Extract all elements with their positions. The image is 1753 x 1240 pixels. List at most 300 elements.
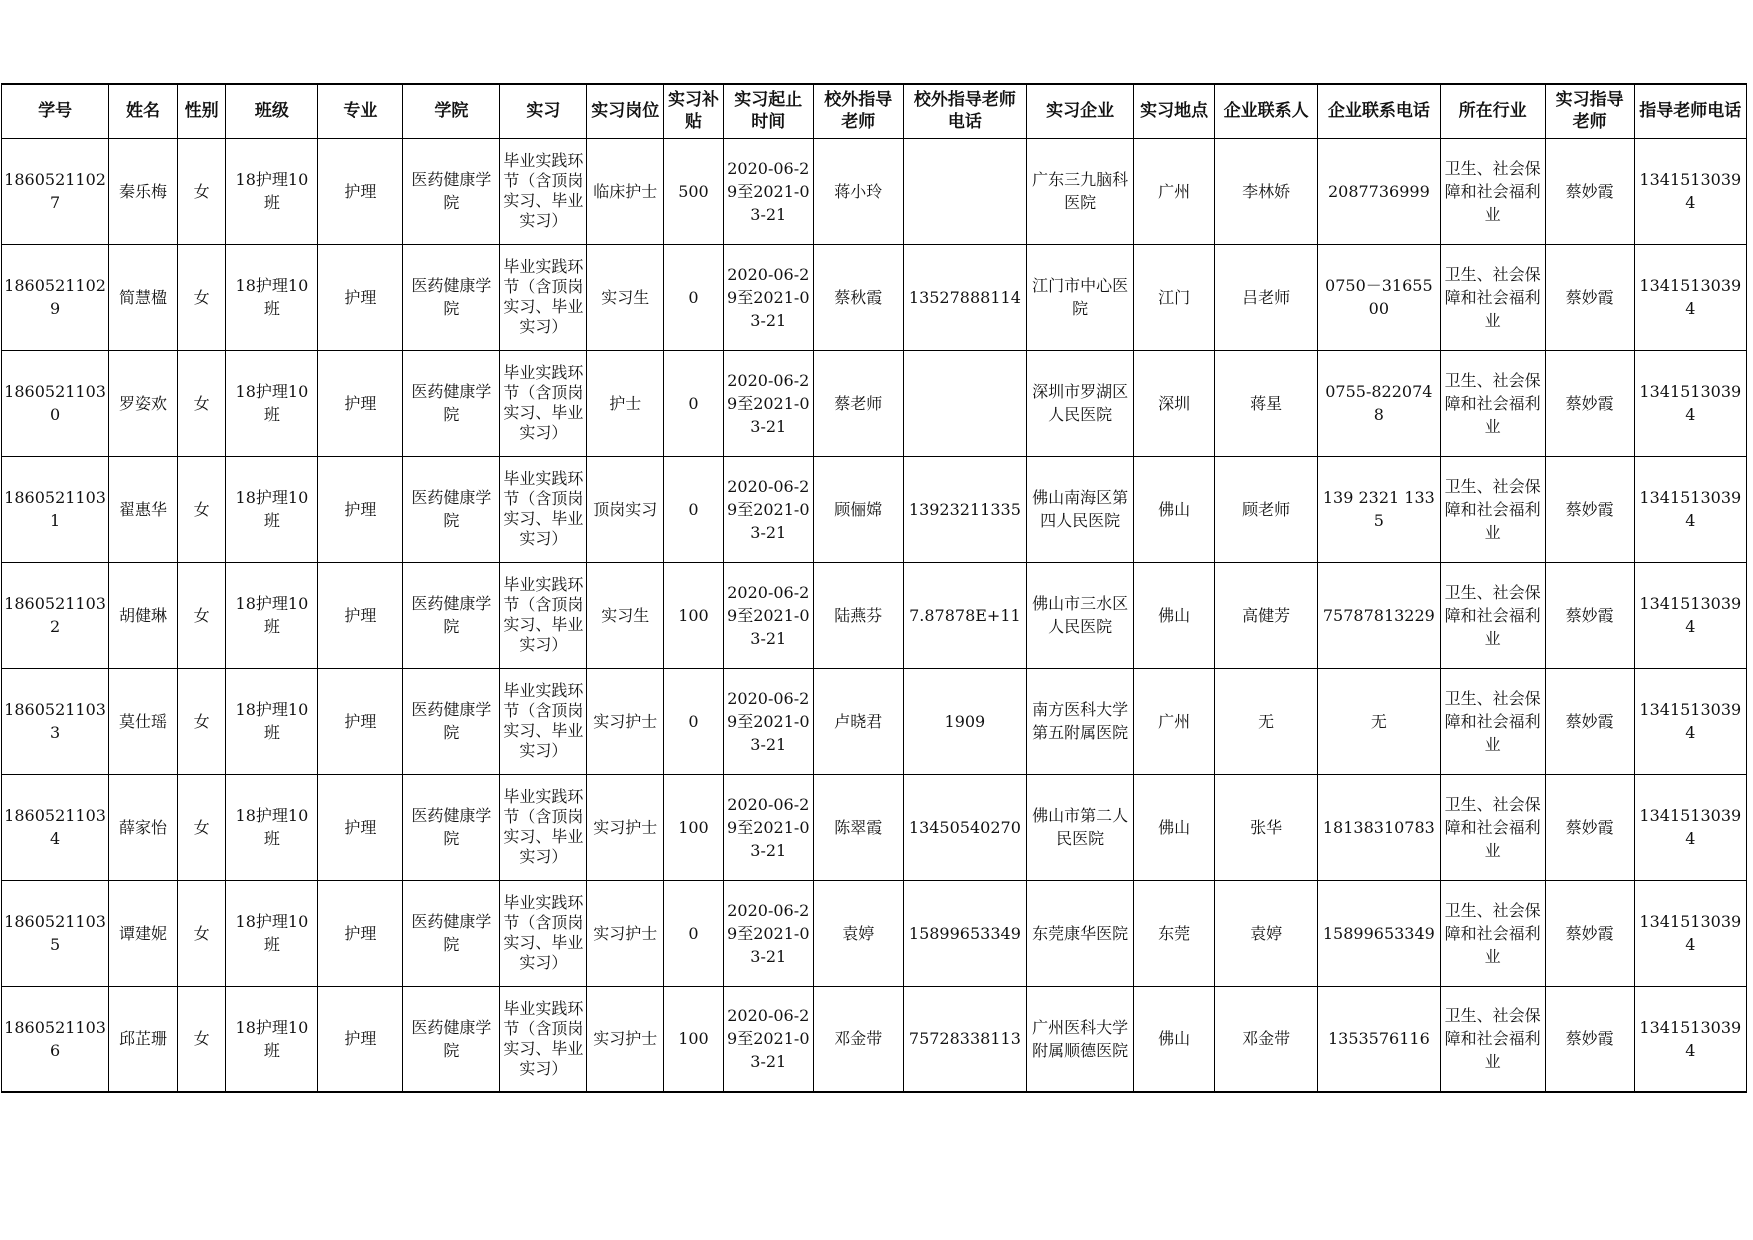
- cell-company-contact: [1215, 774, 1318, 880]
- cell-internship-location: [1134, 456, 1215, 562]
- cell-text: 高健芳: [1242, 605, 1291, 625]
- cell-internship-allowance: [664, 774, 724, 880]
- column-header-major: 专业: [318, 84, 403, 138]
- cell-text: 100: [678, 1029, 709, 1049]
- cell-text: 18605211030: [4, 382, 106, 424]
- cell-company-contact: [1215, 668, 1318, 774]
- cell-student-id: [2, 562, 109, 668]
- cell-text: 18605211032: [4, 594, 106, 636]
- cell-text: 18护理10班: [235, 700, 309, 742]
- cell-text: 卫生、社会保障和社会福利业: [1444, 1006, 1541, 1072]
- cell-text: 东莞: [1158, 923, 1191, 943]
- cell-internship-period: [723, 668, 813, 774]
- cell-class: [226, 668, 318, 774]
- column-header-internship-period: 实习起止时间: [723, 84, 813, 138]
- cell-text: 深圳市罗湖区人民医院: [1032, 382, 1129, 424]
- cell-text: 18605211029: [4, 276, 106, 318]
- cell-text: 2020-06-29至2021-03-21: [727, 794, 810, 860]
- cell-text: 18护理10班: [235, 806, 309, 848]
- cell-internship-type: [500, 774, 587, 880]
- cell-class: [226, 350, 318, 456]
- cell-text: 蒋小玲: [834, 181, 883, 201]
- cell-internship-position: [587, 138, 664, 244]
- cell-external-advisor-phone: [903, 562, 1026, 668]
- cell-text: 18605211036: [4, 1017, 106, 1060]
- cell-internship-company: [1027, 350, 1134, 456]
- cell-company-contact: [1215, 562, 1318, 668]
- cell-internship-location: [1134, 562, 1215, 668]
- cell-external-advisor: [813, 774, 903, 880]
- cell-text: 医药健康学院: [411, 170, 492, 212]
- cell-industry: [1440, 880, 1545, 986]
- cell-text: 卫生、社会保障和社会福利业: [1444, 476, 1541, 542]
- cell-major: [318, 138, 403, 244]
- column-header-internship-location: 实习地点: [1134, 84, 1215, 138]
- cell-external-advisor: [813, 562, 903, 668]
- cell-major: [318, 880, 403, 986]
- cell-text: 护理: [344, 1029, 377, 1049]
- cell-text: 护理: [344, 393, 377, 413]
- cell-text: 女: [193, 287, 210, 307]
- cell-college: [403, 244, 500, 350]
- cell-major: [318, 456, 403, 562]
- cell-industry: [1440, 244, 1545, 350]
- cell-internship-allowance: [664, 986, 724, 1092]
- cell-text: 顾老师: [1242, 499, 1291, 519]
- cell-text: 75787813229: [1322, 605, 1435, 625]
- cell-text: 毕业实践环节（含顶岗实习、毕业实习）: [503, 787, 584, 866]
- cell-student-id: [2, 668, 109, 774]
- cell-student-id: [2, 138, 109, 244]
- cell-text: 袁婷: [1250, 923, 1283, 943]
- cell-gender: [177, 668, 226, 774]
- cell-text: 13415130394: [1639, 700, 1742, 742]
- column-header-internship-type: 实习: [500, 84, 587, 138]
- cell-text: 蔡妙霞: [1565, 1029, 1614, 1049]
- cell-internship-period: [723, 774, 813, 880]
- cell-internship-type: [500, 456, 587, 562]
- cell-text: 7.87878E+11: [909, 605, 1021, 625]
- cell-class: [226, 456, 318, 562]
- cell-class: [226, 562, 318, 668]
- cell-class: [226, 138, 318, 244]
- cell-text: 深圳: [1158, 393, 1191, 413]
- table-row: [2, 880, 1747, 986]
- cell-text: 18护理10班: [235, 488, 309, 530]
- cell-text: 2020-06-29至2021-03-21: [727, 582, 810, 648]
- cell-text: 蔡妙霞: [1565, 287, 1614, 307]
- cell-text: 佛山: [1158, 1029, 1191, 1049]
- cell-advisor-phone: [1634, 456, 1746, 562]
- cell-company-contact-phone: [1318, 880, 1440, 986]
- cell-text: 临床护士: [593, 181, 658, 201]
- cell-college: [403, 774, 500, 880]
- cell-external-advisor-phone: [903, 350, 1026, 456]
- cell-internship-company: [1027, 774, 1134, 880]
- cell-class: [226, 880, 318, 986]
- cell-college: [403, 350, 500, 456]
- cell-text: 江门市中心医院: [1032, 276, 1129, 318]
- table-row: [2, 244, 1747, 350]
- cell-internship-type: [500, 880, 587, 986]
- cell-internship-period: [723, 986, 813, 1092]
- cell-text: 18605211031: [4, 488, 106, 530]
- cell-text: 500: [678, 181, 709, 201]
- cell-text: 1909: [944, 711, 986, 731]
- cell-internship-period: [723, 350, 813, 456]
- cell-industry: [1440, 986, 1545, 1092]
- cell-advisor-phone: [1634, 350, 1746, 456]
- cell-text: 实习护士: [593, 817, 658, 837]
- cell-text: 18605211035: [4, 912, 106, 954]
- cell-company-contact: [1215, 350, 1318, 456]
- cell-external-advisor-phone: [903, 456, 1026, 562]
- cell-text: 佛山: [1158, 605, 1191, 625]
- cell-advisor-phone: [1634, 986, 1746, 1092]
- cell-advisor-phone: [1634, 774, 1746, 880]
- cell-external-advisor: [813, 668, 903, 774]
- cell-text: 秦乐梅: [119, 181, 168, 201]
- cell-text: 胡健琳: [119, 605, 168, 625]
- roster-body: [2, 138, 1747, 1092]
- cell-text: 毕业实践环节（含顶岗实习、毕业实习）: [503, 469, 584, 548]
- cell-text: 毕业实践环节（含顶岗实习、毕业实习）: [503, 893, 584, 972]
- cell-text: 2020-06-29至2021-03-21: [727, 476, 810, 542]
- cell-text: 13527888114: [908, 287, 1021, 307]
- cell-internship-position: [587, 562, 664, 668]
- cell-text: 实习护士: [593, 711, 658, 731]
- cell-name: [109, 244, 178, 350]
- cell-internship-advisor: [1545, 668, 1634, 774]
- cell-company-contact: [1215, 880, 1318, 986]
- cell-text: 毕业实践环节（含顶岗实习、毕业实习）: [503, 998, 584, 1078]
- cell-company-contact: [1215, 986, 1318, 1092]
- cell-text: 毕业实践环节（含顶岗实习、毕业实习）: [503, 151, 584, 230]
- cell-text: 无: [1258, 711, 1275, 731]
- table-row: [2, 774, 1747, 880]
- cell-class: [226, 244, 318, 350]
- cell-company-contact-phone: [1318, 774, 1440, 880]
- cell-text: 2020-06-29至2021-03-21: [727, 158, 810, 224]
- cell-text: 0: [688, 287, 699, 307]
- cell-text: 蔡妙霞: [1565, 817, 1614, 837]
- cell-text: 卫生、社会保障和社会福利业: [1444, 158, 1541, 224]
- cell-text: 15899653349: [908, 923, 1021, 943]
- cell-college: [403, 562, 500, 668]
- cell-text: 蔡妙霞: [1565, 923, 1614, 943]
- cell-text: 2020-06-29至2021-03-21: [727, 264, 810, 330]
- cell-company-contact-phone: [1318, 562, 1440, 668]
- cell-text: 13415130394: [1639, 170, 1742, 212]
- cell-text: 医药健康学院: [411, 700, 492, 742]
- cell-text: 18605211033: [4, 700, 106, 742]
- column-header-external-advisor: 校外指导老师: [813, 84, 903, 138]
- cell-text: 蔡妙霞: [1565, 499, 1614, 519]
- cell-internship-company: [1027, 668, 1134, 774]
- cell-external-advisor: [813, 456, 903, 562]
- cell-text: 薛家怡: [119, 817, 168, 837]
- cell-text: 18护理10班: [235, 1017, 309, 1060]
- cell-company-contact: [1215, 244, 1318, 350]
- cell-text: 李林娇: [1242, 181, 1291, 201]
- cell-advisor-phone: [1634, 668, 1746, 774]
- cell-text: 毕业实践环节（含顶岗实习、毕业实习）: [503, 363, 584, 442]
- cell-external-advisor-phone: [903, 668, 1026, 774]
- cell-text: 邱芷珊: [119, 1029, 168, 1049]
- cell-text: 女: [193, 1029, 210, 1049]
- cell-text: 护理: [344, 923, 377, 943]
- cell-text: 顶岗实习: [593, 499, 658, 519]
- cell-text: 13450540270: [908, 817, 1021, 837]
- cell-internship-company: [1027, 562, 1134, 668]
- cell-gender: [177, 456, 226, 562]
- cell-text: 医药健康学院: [411, 912, 492, 954]
- cell-internship-period: [723, 456, 813, 562]
- cell-industry: [1440, 456, 1545, 562]
- cell-internship-allowance: [664, 244, 724, 350]
- cell-internship-advisor: [1545, 880, 1634, 986]
- cell-internship-company: [1027, 456, 1134, 562]
- column-header-college: 学院: [403, 84, 500, 138]
- cell-text: 13415130394: [1639, 382, 1742, 424]
- cell-college: [403, 668, 500, 774]
- cell-internship-period: [723, 562, 813, 668]
- cell-text: 广州: [1158, 181, 1191, 201]
- internship-roster-table: [1, 83, 1747, 1093]
- cell-internship-type: [500, 244, 587, 350]
- cell-external-advisor: [813, 138, 903, 244]
- cell-name: [109, 456, 178, 562]
- cell-company-contact-phone: [1318, 350, 1440, 456]
- cell-text: 18护理10班: [235, 276, 309, 318]
- cell-company-contact-phone: [1318, 986, 1440, 1092]
- column-header-internship-advisor: 实习指导老师: [1545, 84, 1634, 138]
- cell-internship-location: [1134, 986, 1215, 1092]
- cell-internship-position: [587, 986, 664, 1092]
- cell-text: 女: [193, 711, 210, 731]
- cell-text: 蒋星: [1250, 393, 1283, 413]
- cell-company-contact-phone: [1318, 244, 1440, 350]
- cell-text: 139 2321 1335: [1322, 488, 1435, 530]
- cell-text: 护理: [344, 181, 377, 201]
- table-row: [2, 138, 1747, 244]
- cell-college: [403, 880, 500, 986]
- internship-roster-sheet: [1, 83, 1747, 1093]
- cell-internship-advisor: [1545, 456, 1634, 562]
- cell-major: [318, 350, 403, 456]
- cell-internship-type: [500, 138, 587, 244]
- cell-internship-allowance: [664, 562, 724, 668]
- cell-internship-type: [500, 986, 587, 1092]
- cell-company-contact: [1215, 138, 1318, 244]
- cell-text: 佛山: [1158, 817, 1191, 837]
- cell-text: 0: [688, 499, 699, 519]
- cell-text: 0750－3165500: [1325, 276, 1433, 318]
- cell-text: 13923211335: [908, 499, 1021, 519]
- cell-text: 毕业实践环节（含顶岗实习、毕业实习）: [503, 257, 584, 336]
- cell-text: 医药健康学院: [411, 806, 492, 848]
- cell-internship-position: [587, 880, 664, 986]
- cell-text: 18护理10班: [235, 382, 309, 424]
- cell-internship-advisor: [1545, 138, 1634, 244]
- cell-company-contact-phone: [1318, 138, 1440, 244]
- cell-text: 2020-06-29至2021-03-21: [727, 688, 810, 754]
- cell-internship-period: [723, 880, 813, 986]
- cell-class: [226, 986, 318, 1092]
- table-row: [2, 456, 1747, 562]
- cell-text: 女: [193, 393, 210, 413]
- cell-text: 广东三九脑科医院: [1032, 170, 1129, 212]
- cell-text: 吕老师: [1242, 287, 1291, 307]
- cell-name: [109, 880, 178, 986]
- cell-internship-company: [1027, 880, 1134, 986]
- cell-internship-location: [1134, 244, 1215, 350]
- column-header-name: 姓名: [109, 84, 178, 138]
- column-header-internship-company: 实习企业: [1027, 84, 1134, 138]
- cell-text: 毕业实践环节（含顶岗实习、毕业实习）: [503, 681, 584, 760]
- cell-gender: [177, 244, 226, 350]
- cell-text: 江门: [1158, 287, 1191, 307]
- cell-class: [226, 774, 318, 880]
- column-header-class: 班级: [226, 84, 318, 138]
- cell-external-advisor: [813, 244, 903, 350]
- cell-text: 女: [193, 817, 210, 837]
- cell-text: 医药健康学院: [411, 382, 492, 424]
- cell-text: 女: [193, 499, 210, 519]
- cell-text: 陆燕芬: [834, 605, 883, 625]
- cell-company-contact-phone: [1318, 456, 1440, 562]
- cell-internship-position: [587, 668, 664, 774]
- cell-text: 护理: [344, 499, 377, 519]
- cell-internship-type: [500, 562, 587, 668]
- cell-external-advisor-phone: [903, 244, 1026, 350]
- cell-name: [109, 138, 178, 244]
- cell-text: 护理: [344, 817, 377, 837]
- cell-gender: [177, 774, 226, 880]
- cell-text: 18605211027: [4, 170, 106, 212]
- cell-text: 13415130394: [1639, 488, 1742, 530]
- cell-internship-position: [587, 244, 664, 350]
- column-header-industry: 所在行业: [1440, 84, 1545, 138]
- cell-external-advisor: [813, 880, 903, 986]
- cell-text: 卫生、社会保障和社会福利业: [1444, 794, 1541, 860]
- cell-text: 卫生、社会保障和社会福利业: [1444, 688, 1541, 754]
- cell-text: 东莞康华医院: [1032, 923, 1129, 943]
- cell-text: 卫生、社会保障和社会福利业: [1444, 900, 1541, 966]
- header-row: [2, 84, 1747, 138]
- cell-student-id: [2, 986, 109, 1092]
- cell-text: 护士: [609, 393, 642, 413]
- cell-text: 2087736999: [1327, 181, 1430, 201]
- cell-internship-company: [1027, 986, 1134, 1092]
- cell-industry: [1440, 774, 1545, 880]
- cell-student-id: [2, 456, 109, 562]
- cell-text: 15899653349: [1322, 923, 1435, 943]
- column-header-internship-position: 实习岗位: [587, 84, 664, 138]
- cell-text: 顾俪嫦: [834, 499, 883, 519]
- cell-internship-allowance: [664, 880, 724, 986]
- cell-internship-advisor: [1545, 562, 1634, 668]
- cell-internship-advisor: [1545, 774, 1634, 880]
- column-header-internship-allowance: 实习补贴: [664, 84, 724, 138]
- column-header-company-contact-phone: 企业联系电话: [1318, 84, 1440, 138]
- cell-student-id: [2, 774, 109, 880]
- cell-text: 卢晓君: [834, 711, 883, 731]
- cell-student-id: [2, 350, 109, 456]
- cell-text: 0: [688, 711, 699, 731]
- table-row: [2, 668, 1747, 774]
- cell-external-advisor-phone: [903, 880, 1026, 986]
- cell-internship-location: [1134, 668, 1215, 774]
- cell-external-advisor: [813, 986, 903, 1092]
- cell-text: 蔡秋霞: [834, 287, 883, 307]
- cell-text: 1353576116: [1327, 1029, 1430, 1049]
- cell-internship-allowance: [664, 456, 724, 562]
- cell-internship-company: [1027, 244, 1134, 350]
- cell-text: 无: [1370, 711, 1387, 731]
- cell-industry: [1440, 138, 1545, 244]
- cell-text: 广州医科大学附属顺德医院: [1032, 1017, 1129, 1060]
- cell-name: [109, 774, 178, 880]
- cell-text: 18护理10班: [235, 912, 309, 954]
- cell-text: 南方医科大学第五附属医院: [1032, 700, 1129, 742]
- cell-text: 13415130394: [1639, 276, 1742, 318]
- cell-text: 护理: [344, 711, 377, 731]
- cell-text: 女: [193, 923, 210, 943]
- cell-internship-type: [500, 668, 587, 774]
- cell-text: 18605211034: [4, 806, 106, 848]
- cell-text: 0: [688, 923, 699, 943]
- table-row: [2, 350, 1747, 456]
- cell-internship-advisor: [1545, 244, 1634, 350]
- cell-text: 18138310783: [1322, 817, 1435, 837]
- cell-text: 13415130394: [1639, 806, 1742, 848]
- cell-company-contact-phone: [1318, 668, 1440, 774]
- cell-text: 毕业实践环节（含顶岗实习、毕业实习）: [503, 575, 584, 654]
- cell-text: 广州: [1158, 711, 1191, 731]
- cell-text: 2020-06-29至2021-03-21: [727, 370, 810, 436]
- cell-internship-position: [587, 456, 664, 562]
- cell-text: 实习护士: [593, 923, 658, 943]
- cell-text: 卫生、社会保障和社会福利业: [1444, 370, 1541, 436]
- cell-text: 实习生: [601, 605, 650, 625]
- cell-internship-location: [1134, 138, 1215, 244]
- cell-text: 蔡妙霞: [1565, 181, 1614, 201]
- cell-internship-period: [723, 244, 813, 350]
- cell-industry: [1440, 668, 1545, 774]
- cell-internship-location: [1134, 350, 1215, 456]
- cell-internship-allowance: [664, 668, 724, 774]
- cell-text: 罗姿欢: [119, 393, 168, 413]
- cell-external-advisor-phone: [903, 986, 1026, 1092]
- cell-text: 医药健康学院: [411, 488, 492, 530]
- cell-internship-position: [587, 774, 664, 880]
- cell-text: 医药健康学院: [411, 594, 492, 636]
- cell-major: [318, 562, 403, 668]
- cell-gender: [177, 562, 226, 668]
- cell-major: [318, 774, 403, 880]
- cell-text: 女: [193, 181, 210, 201]
- column-header-company-contact: 企业联系人: [1215, 84, 1318, 138]
- cell-text: 佛山市第二人民医院: [1032, 806, 1129, 848]
- cell-internship-allowance: [664, 350, 724, 456]
- cell-text: 100: [678, 605, 709, 625]
- cell-name: [109, 562, 178, 668]
- column-header-student-id: 学号: [2, 84, 109, 138]
- cell-advisor-phone: [1634, 138, 1746, 244]
- cell-internship-advisor: [1545, 986, 1634, 1092]
- cell-gender: [177, 880, 226, 986]
